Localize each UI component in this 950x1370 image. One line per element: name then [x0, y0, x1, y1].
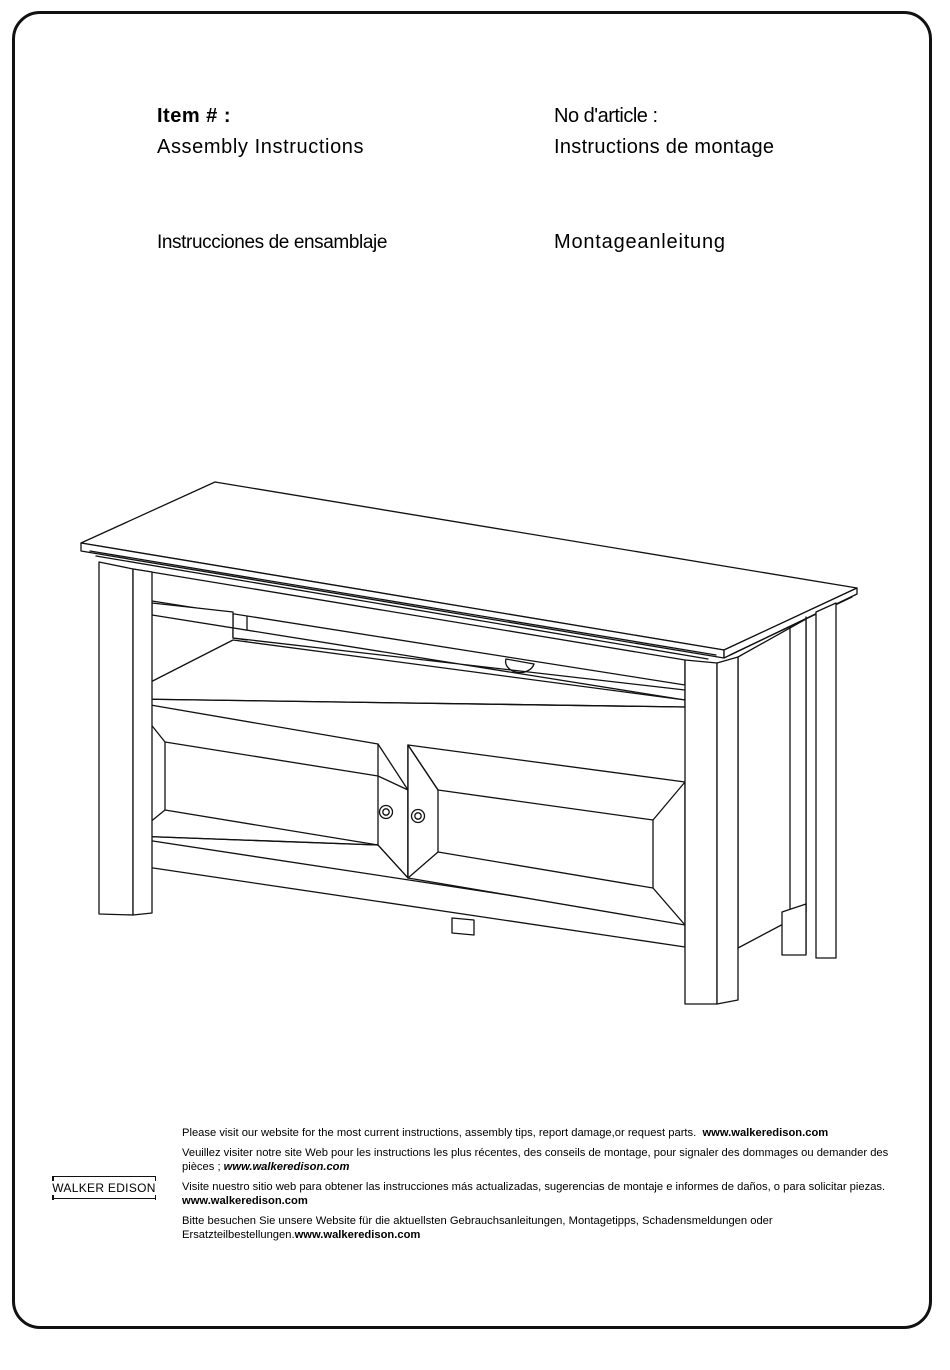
back-right-leg [816, 603, 836, 958]
left-knob [380, 806, 393, 819]
note-fr: Veuillez visiter notre site Web pour les instructions les plus récentes, des conseils de montage, pour signaler des dommages ou demander des pièces ; www.walkeredison.com [182, 1147, 889, 1173]
assembly-instructions-es: Instrucciones de ensamblaje [157, 232, 388, 253]
website-link-es[interactable]: www.walkeredison.com [182, 1195, 308, 1207]
logo-text: WALKER EDISON [52, 1181, 156, 1195]
website-link-en[interactable]: www.walkeredison.com [702, 1127, 829, 1139]
assembly-instructions-en: Assembly Instructions [157, 136, 365, 158]
item-number-label: Item # : [157, 105, 232, 127]
front-left-leg [99, 562, 133, 915]
rear-bottom-foot [452, 918, 474, 935]
website-link-fr[interactable]: www.walkeredison.com [223, 1161, 350, 1173]
note-de: Bitte besuchen Sie unsere Website für die aktuellsten Gebrauchsanleitungen, Montagetipps, Schadensmeldungen oder Ersatzteilbestellungen.www.walkeredison.com [182, 1215, 773, 1241]
right-back-foot [782, 904, 806, 955]
walker-edison-logo [52, 1176, 156, 1199]
front-right-leg [685, 660, 717, 1004]
assembly-instructions-fr: Instructions de montage [554, 136, 775, 158]
website-notes [182, 1126, 910, 1248]
item-number-label-fr: No d'article : [554, 105, 658, 127]
website-link-de[interactable]: www.walkeredison.com [294, 1229, 421, 1241]
note-en: Please visit our website for the most current instructions, assembly tips, report damage,or request parts. www.walkeredison.com [182, 1127, 829, 1139]
note-es: Visite nuestro sitio web para obtener las instrucciones más actualizadas, sugerencias de montaje e informes de daños, o para solicitar piezas. www.walkeredison.com [182, 1181, 886, 1207]
right-side-panel [738, 619, 806, 948]
right-knob [412, 810, 425, 823]
assembly-instructions-de: Montageanleitung [554, 231, 726, 253]
